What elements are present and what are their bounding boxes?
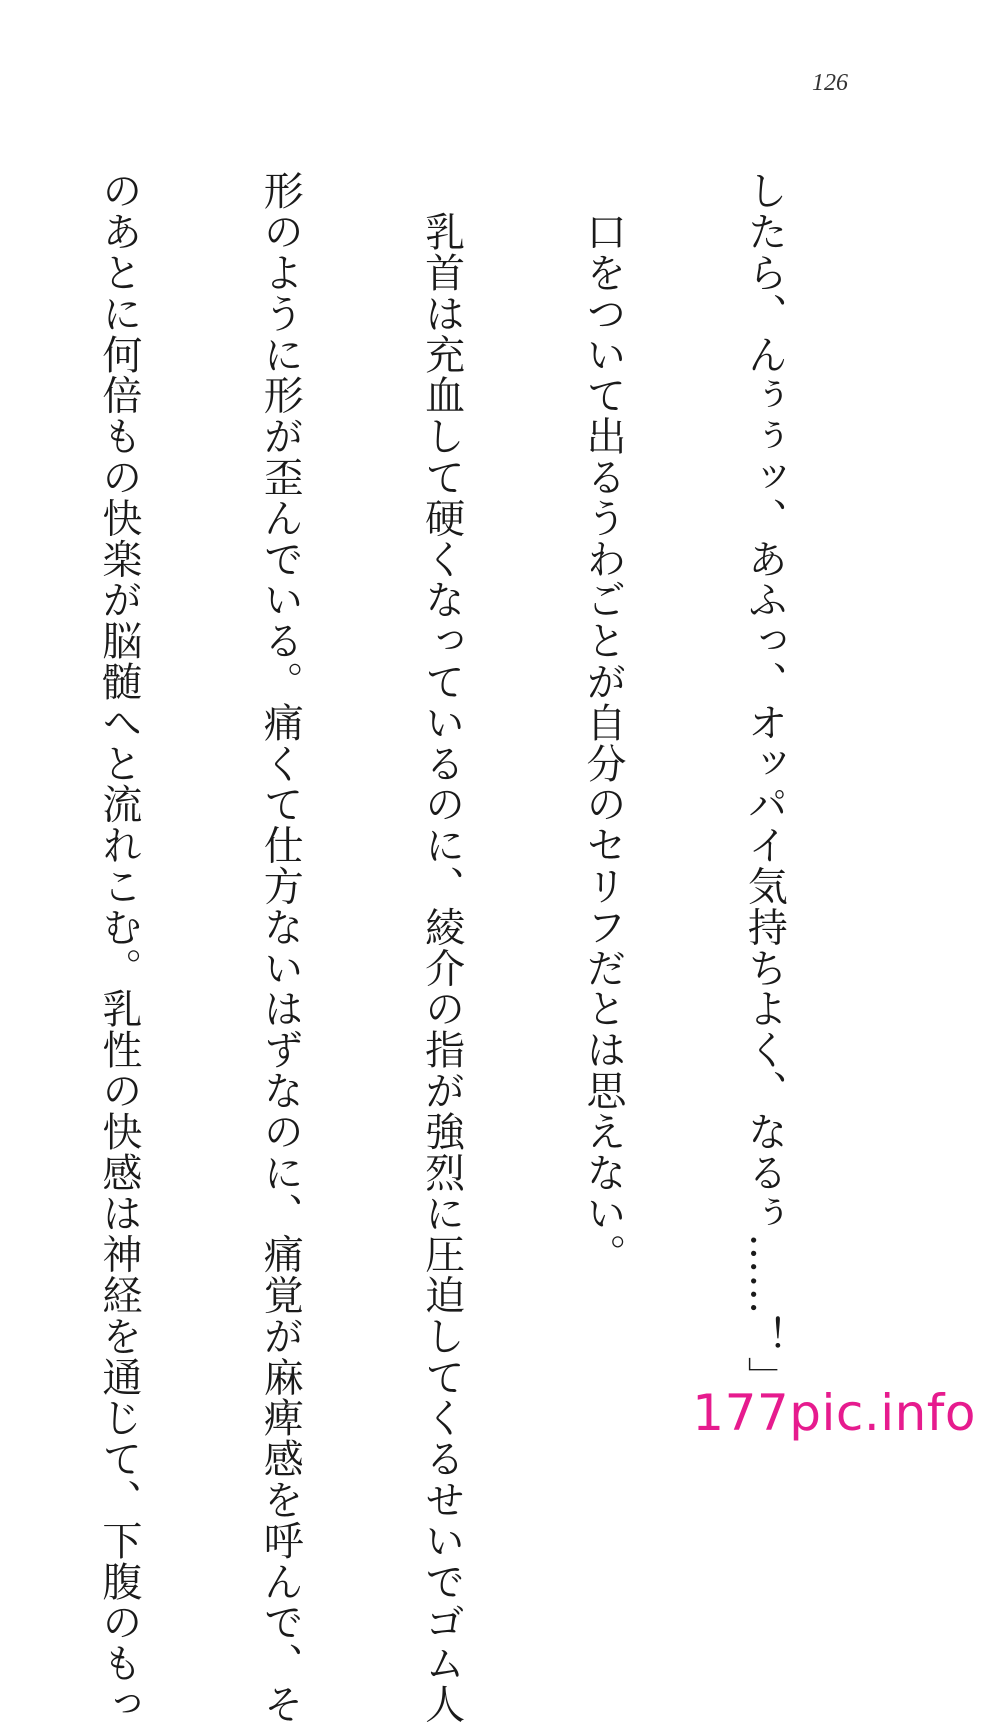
watermark: 177pic.info xyxy=(692,1384,976,1442)
text-line: のあとに何倍もの快楽が脳髄へと流れこむ。乳性の快感は神経を通じて、下腹のもっ xyxy=(95,170,142,1724)
text-line: 形のように形が歪んでいる。痛くて仕方ないはずなのに、痛覚が麻痺感を呼んで、そ xyxy=(257,170,304,1724)
page-number: 126 xyxy=(812,70,848,96)
text-line: 口をついて出るうわごとが自分のセリフだとは思えない。 xyxy=(580,170,627,1275)
text-line: したら、んぅぅッ、あふっ、オッパイ気持ちよく、なるぅ……！」 xyxy=(741,170,788,1397)
text-line: 乳首は充血して硬くなっているのに、綾介の指が強烈に圧迫してくるせいでゴム人 xyxy=(418,170,465,1724)
